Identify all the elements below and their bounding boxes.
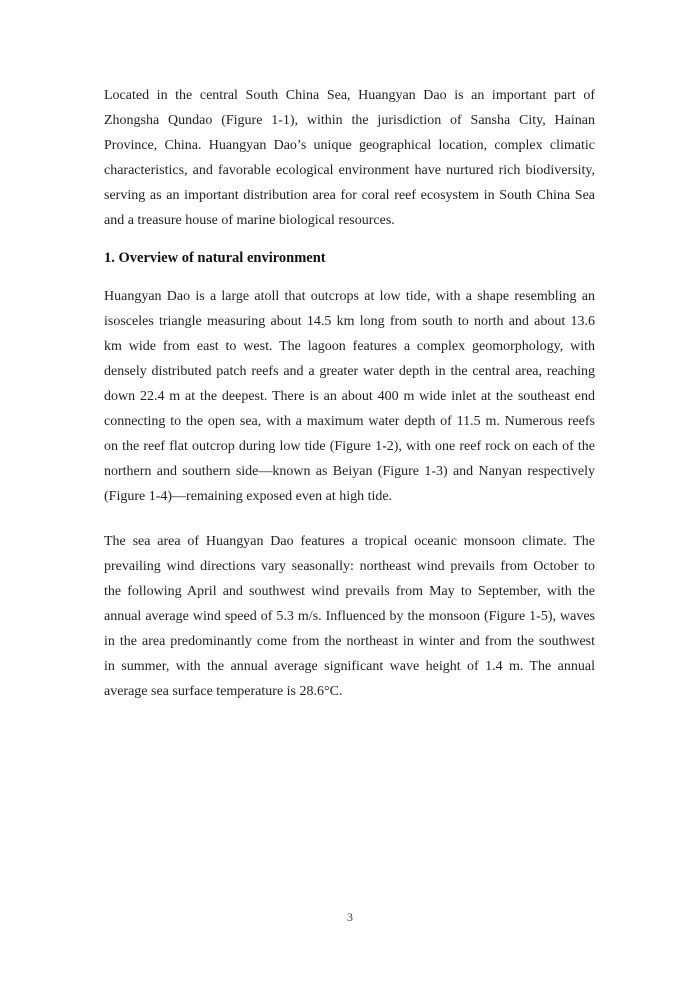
- text-line: prevailing wind directions vary seasonally: northeast wind prevails from October to: [104, 559, 595, 574]
- text-line: isosceles triangle measuring about 14.5 km long from south to north and about 13.6: [104, 314, 595, 329]
- text-line: densely distributed patch reefs and a greater water depth in the central area, reaching: [104, 364, 595, 379]
- text-line: annual average wind speed of 5.3 m/s. Influenced by the monsoon (Figure 1-5), waves: [104, 609, 595, 624]
- text-line: northern and southern side—known as Beiyan (Figure 1-3) and Nanyan respectively: [104, 464, 595, 479]
- text-line: Zhongsha Qundao (Figure 1-1), within the jurisdiction of Sansha City, Hainan: [104, 113, 595, 128]
- text-line: in summer, with the annual average significant wave height of 1.4 m. The annual: [104, 659, 595, 674]
- section-1-heading: 1. Overview of natural environment: [104, 250, 326, 266]
- text-line: serving as an important distribution area for coral reef ecosystem in South China Sea: [104, 188, 595, 203]
- text-line: on the reef flat outcrop during low tide (Figure 1-2), with one reef rock on each of the: [104, 439, 595, 454]
- document-body: [104, 83, 595, 704]
- text-line: average sea surface temperature is 28.6°C.: [104, 684, 343, 699]
- text-line: in the area predominantly come from the northeast in winter and from the southwest: [104, 634, 595, 649]
- text-line: km wide from east to west. The lagoon features a complex geomorphology, with: [104, 339, 595, 354]
- text-line: the following April and southwest wind prevails from May to September, with the: [104, 584, 595, 599]
- text-line: Located in the central South China Sea, Huangyan Dao is an important part of: [104, 88, 595, 103]
- text-line: Huangyan Dao is a large atoll that outcrops at low tide, with a shape resembling an: [104, 289, 595, 304]
- text-line: and a treasure house of marine biological resources.: [104, 213, 395, 228]
- page-number: 3: [347, 910, 353, 924]
- geography-paragraph: [104, 284, 595, 509]
- text-line: down 22.4 m at the deepest. There is an about 400 m wide inlet at the southeast end: [104, 389, 595, 404]
- text-line: The sea area of Huangyan Dao features a tropical oceanic monsoon climate. The: [104, 534, 595, 549]
- text-line: Province, China. Huangyan Dao’s unique geographical location, complex climatic: [104, 138, 595, 153]
- intro-paragraph: [104, 83, 595, 233]
- climate-paragraph: [104, 529, 595, 704]
- text-line: connecting to the open sea, with a maximum water depth of 11.5 m. Numerous reefs: [104, 414, 595, 429]
- text-line: characteristics, and favorable ecological environment have nurtured rich biodiversity,: [104, 163, 595, 178]
- text-line: (Figure 1-4)—remaining exposed even at high tide.: [104, 489, 393, 504]
